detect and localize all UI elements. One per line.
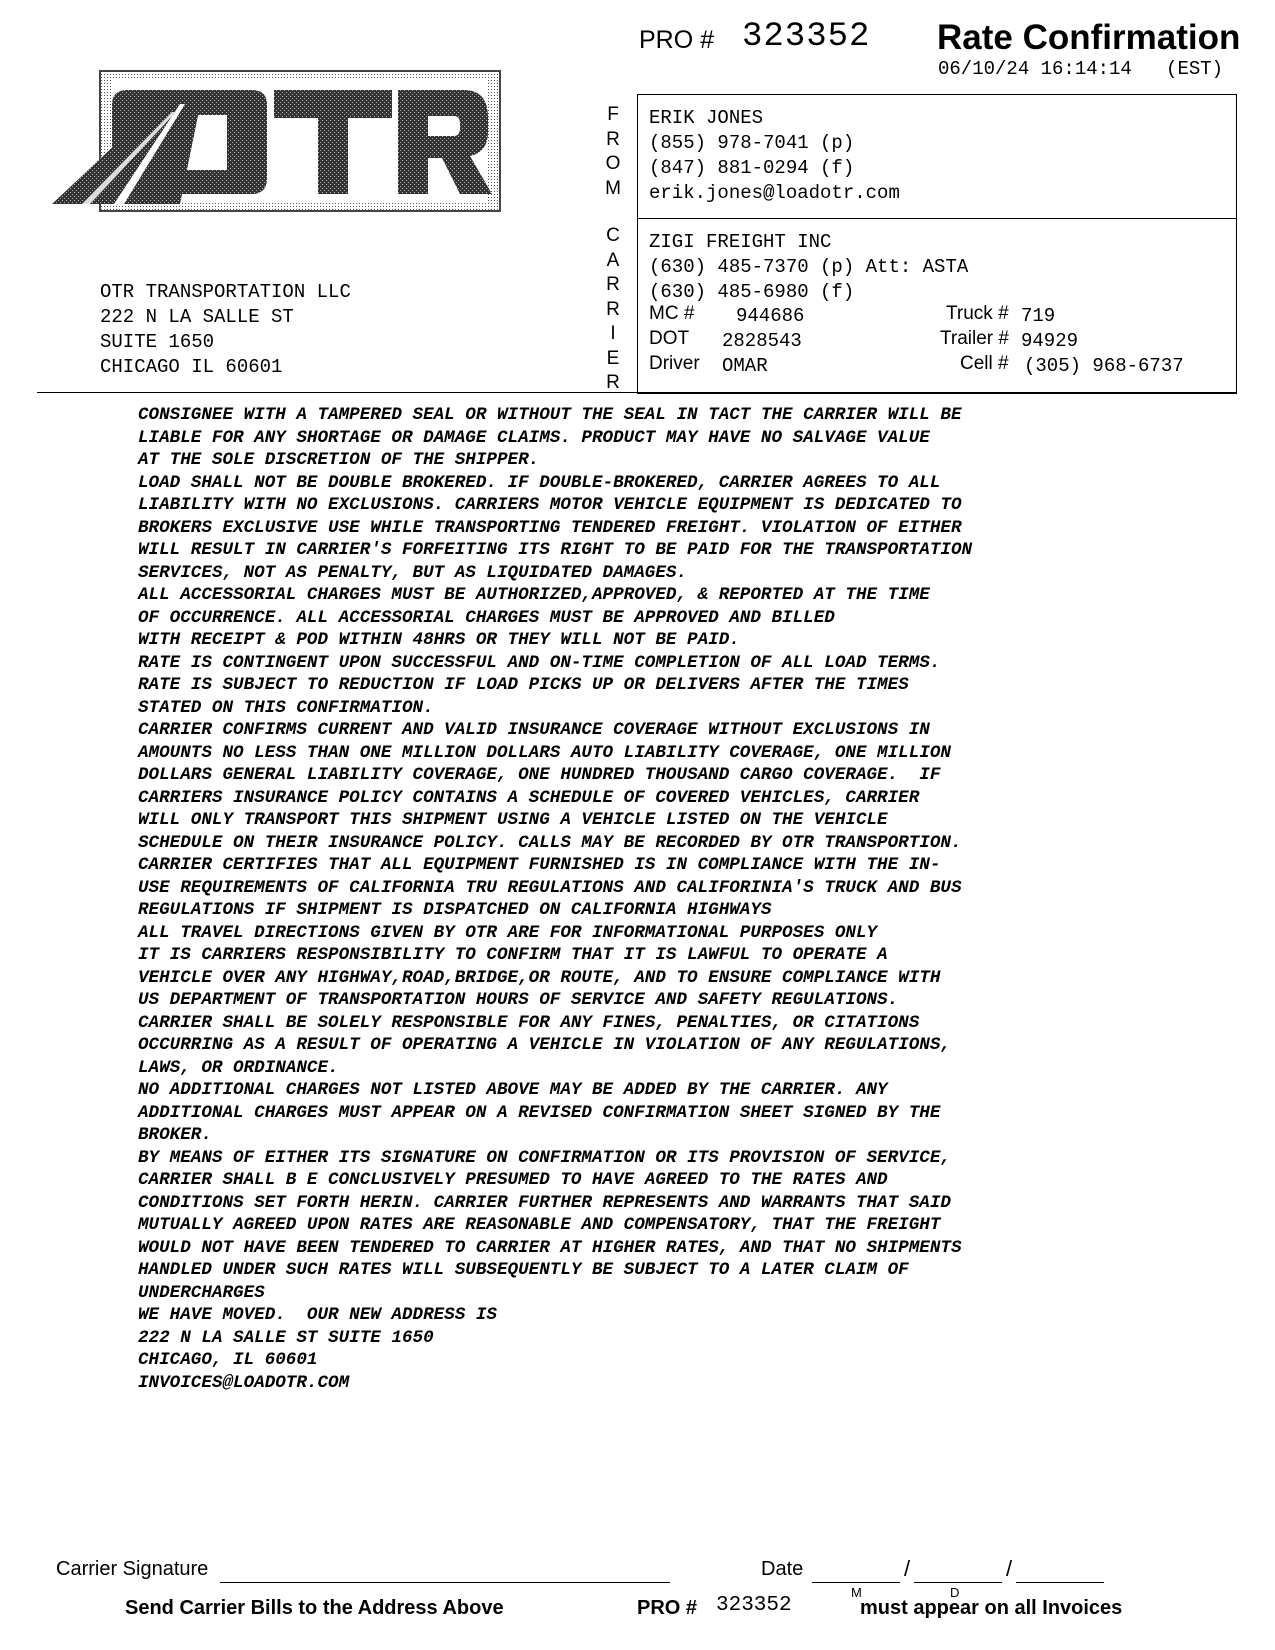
terms-line: MUTUALLY AGREED UPON RATES ARE REASONABLE AND COMPENSATORY, THAT THE FREIGHT xyxy=(138,1215,941,1235)
carrier-signature-label: Carrier Signature xyxy=(56,1558,209,1580)
driver-name: OMAR xyxy=(722,355,768,377)
company-city: CHICAGO IL 60601 xyxy=(100,356,283,378)
terms-line: CARRIER CERTIFIES THAT ALL EQUIPMENT FURNISHED IS IN COMPLIANCE WITH THE IN- xyxy=(138,855,941,875)
terms-line: CONSIGNEE WITH A TAMPERED SEAL OR WITHOUT THE SEAL IN TACT THE CARRIER WILL BE xyxy=(138,405,962,425)
mc-number: 944686 xyxy=(736,305,805,327)
month-label: M xyxy=(851,1585,862,1600)
terms-line: SERVICES, NOT AS PENALTY, BUT AS LIQUIDATED DAMAGES. xyxy=(138,562,688,583)
terms-line: CARRIER SHALL B E CONCLUSIVELY PRESUMED TO HAVE AGREED TO THE RATES AND xyxy=(138,1170,888,1190)
truck-label: Truck # xyxy=(946,303,1009,324)
terms-line: US DEPARTMENT OF TRANSPORTATION HOURS OF SERVICE AND SAFETY REGULATIONS. xyxy=(138,990,899,1010)
terms-line: CARRIERS INSURANCE POLICY CONTAINS A SCHEDULE OF COVERED VEHICLES, CARRIER xyxy=(138,787,920,808)
terms-line: BROKER. xyxy=(138,1125,212,1145)
terms-line: AT THE SOLE DISCRETION OF THE SHIPPER. xyxy=(138,450,540,470)
date-year-line[interactable] xyxy=(1016,1582,1104,1583)
terms-line: ALL TRAVEL DIRECTIONS GIVEN BY OTR ARE FOR INFORMATIONAL PURPOSES ONLY xyxy=(138,922,878,943)
terms-line: CHICAGO, IL 60601 xyxy=(138,1350,318,1370)
terms-line: LIABILITY WITH NO EXCLUSIONS. CARRIERS MOTOR VEHICLE EQUIPMENT IS DEDICATED TO xyxy=(138,495,962,515)
cell-label: Cell # xyxy=(960,353,1009,374)
carrier-signature-line[interactable] xyxy=(220,1582,670,1583)
terms-line: HANDLED UNDER SUCH RATES WILL SUBSEQUENTLY BE SUBJECT TO A LATER CLAIM OF xyxy=(138,1260,909,1280)
from-phone: (855) 978-7041 (p) xyxy=(649,132,855,154)
terms-line: WE HAVE MOVED. OUR NEW ADDRESS IS xyxy=(138,1305,497,1325)
terms-line: LIABLE FOR ANY SHORTAGE OR DAMAGE CLAIMS. PRODUCT MAY HAVE NO SALVAGE VALUE xyxy=(138,427,930,448)
terms-line: ALL ACCESSORIAL CHARGES MUST BE AUTHORIZED,APPROVED, & REPORTED AT THE TIME xyxy=(138,585,930,605)
mc-label: MC # xyxy=(649,303,695,324)
trailer-label: Trailer # xyxy=(940,328,1009,349)
terms-and-conditions xyxy=(138,404,1218,1394)
cell-number: (305) 968-6737 xyxy=(1024,355,1184,377)
carrier-side-label: C A R R I E R xyxy=(606,225,620,393)
terms-line: NO ADDITIONAL CHARGES NOT LISTED ABOVE MAY BE ADDED BY THE CARRIER. ANY xyxy=(138,1080,888,1100)
company-address xyxy=(100,280,351,380)
terms-line: WILL ONLY TRANSPORT THIS SHIPMENT USING A VEHICLE LISTED ON THE VEHICLE xyxy=(138,810,888,830)
footer-pro-label: PRO # xyxy=(637,1597,698,1619)
from-name: ERIK JONES xyxy=(649,107,764,129)
terms-line: BY MEANS OF EITHER ITS SIGNATURE ON CONFIRMATION OR ITS PROVISION OF SERVICE, xyxy=(138,1147,951,1168)
terms-line: RATE IS SUBJECT TO REDUCTION IF LOAD PICKS UP OR DELIVERS AFTER THE TIMES xyxy=(138,675,909,695)
terms-line: SCHEDULE ON THEIR INSURANCE POLICY. CALLS MAY BE RECORDED BY OTR TRANSPORTION. xyxy=(138,832,962,853)
must-appear-note: must appear on all Invoices xyxy=(860,1597,1123,1619)
carrier-contact xyxy=(649,230,968,305)
pro-number: 323352 xyxy=(742,18,871,56)
date-slash: / xyxy=(904,1556,911,1581)
date-day-line[interactable] xyxy=(914,1582,1002,1583)
from-side-label: F R O M xyxy=(605,104,621,199)
terms-line: ADDITIONAL CHARGES MUST APPEAR ON A REVISED CONFIRMATION SHEET SIGNED BY THE xyxy=(138,1102,941,1123)
company-name: OTR TRANSPORTATION LLC xyxy=(100,281,351,303)
terms-line: LAWS, OR ORDINANCE. xyxy=(138,1057,339,1078)
driver-label: Driver xyxy=(649,353,700,374)
terms-line: CARRIER CONFIRMS CURRENT AND VALID INSURANCE COVERAGE WITHOUT EXCLUSIONS IN xyxy=(138,720,930,740)
terms-line: VEHICLE OVER ANY HIGHWAY,ROAD,BRIDGE,OR ROUTE, AND TO ENSURE COMPLIANCE WITH xyxy=(138,967,941,988)
header-divider xyxy=(37,392,1237,393)
terms-line: RATE IS CONTINGENT UPON SUCCESSFUL AND ON-TIME COMPLETION OF ALL LOAD TERMS. xyxy=(138,652,941,673)
terms-line: CONDITIONS SET FORTH HERIN. CARRIER FURTHER REPRESENTS AND WARRANTS THAT SAID xyxy=(138,1192,951,1213)
terms-line: USE REQUIREMENTS OF CALIFORNIA TRU REGULATIONS AND CALIFORINIA'S TRUCK AND BUS xyxy=(138,877,962,898)
trailer-number: 94929 xyxy=(1021,330,1079,352)
date-slash: / xyxy=(1006,1556,1013,1581)
company-address-line2: SUITE 1650 xyxy=(100,331,215,353)
terms-line: LOAD SHALL NOT BE DOUBLE BROKERED. IF DOUBLE-BROKERED, CARRIER AGREES TO ALL xyxy=(138,472,941,493)
terms-line: 222 N LA SALLE ST SUITE 1650 xyxy=(138,1327,434,1348)
terms-line: WOULD NOT HAVE BEEN TENDERED TO CARRIER AT HIGHER RATES, AND THAT NO SHIPMENTS xyxy=(138,1237,962,1258)
footer-pro-number: 323352 xyxy=(716,1594,792,1617)
terms-line: WILL RESULT IN CARRIER'S FORFEITING ITS RIGHT TO BE PAID FOR THE TRANSPORTATION xyxy=(138,540,973,560)
terms-line: CARRIER SHALL BE SOLELY RESPONSIBLE FOR ANY FINES, PENALTIES, OR CITATIONS xyxy=(138,1012,920,1033)
date-label: Date xyxy=(761,1558,804,1580)
terms-line: WITH RECEIPT & POD WITHIN 48HRS OR THEY WILL NOT BE PAID. xyxy=(138,630,740,650)
terms-line: REGULATIONS IF SHIPMENT IS DISPATCHED ON CALIFORNIA HIGHWAYS xyxy=(138,900,772,920)
document-title: Rate Confirmation xyxy=(937,18,1241,57)
terms-line: OCCURRING AS A RESULT OF OPERATING A VEHICLE IN VIOLATION OF ANY REGULATIONS, xyxy=(138,1035,951,1055)
terms-line: AMOUNTS NO LESS THAN ONE MILLION DOLLARS AUTO LIABILITY COVERAGE, ONE MILLION xyxy=(138,742,951,763)
terms-line: STATED ON THIS CONFIRMATION. xyxy=(138,697,434,718)
timestamp: 06/10/24 16:14:14 (EST) xyxy=(938,58,1224,80)
pro-label: PRO # xyxy=(639,26,715,54)
carrier-fax: (630) 485-6980 (f) xyxy=(649,281,855,303)
send-bills-note: Send Carrier Bills to the Address Above xyxy=(125,1597,504,1619)
terms-line: UNDERCHARGES xyxy=(138,1282,265,1303)
from-fax: (847) 881-0294 (f) xyxy=(649,157,855,179)
truck-number: 719 xyxy=(1021,305,1056,327)
otr-road-logo-icon xyxy=(52,70,502,216)
terms-line: DOLLARS GENERAL LIABILITY COVERAGE, ONE HUNDRED THOUSAND CARGO COVERAGE. IF xyxy=(138,765,941,785)
company-address-line1: 222 N LA SALLE ST xyxy=(100,306,294,328)
dot-number: 2828543 xyxy=(722,330,802,352)
carrier-name: ZIGI FREIGHT INC xyxy=(649,231,832,253)
from-contact xyxy=(649,106,900,206)
terms-line: BROKERS EXCLUSIVE USE WHILE TRANSPORTING TENDERED FREIGHT. VIOLATION OF EITHER xyxy=(138,517,962,538)
terms-line: IT IS CARRIERS RESPONSIBILITY TO CONFIRM THAT IT IS LAWFUL TO OPERATE A xyxy=(138,945,888,965)
terms-line: OF OCCURRENCE. ALL ACCESSORIAL CHARGES MUST BE APPROVED AND BILLED xyxy=(138,607,835,628)
from-email: erik.jones@loadotr.com xyxy=(649,182,900,204)
dot-label: DOT xyxy=(649,328,690,349)
terms-line: INVOICES@LOADOTR.COM xyxy=(138,1372,350,1393)
carrier-phone: (630) 485-7370 (p) Att: ASTA xyxy=(649,256,969,278)
date-month-line[interactable] xyxy=(812,1582,900,1583)
day-label: D xyxy=(950,1585,960,1600)
